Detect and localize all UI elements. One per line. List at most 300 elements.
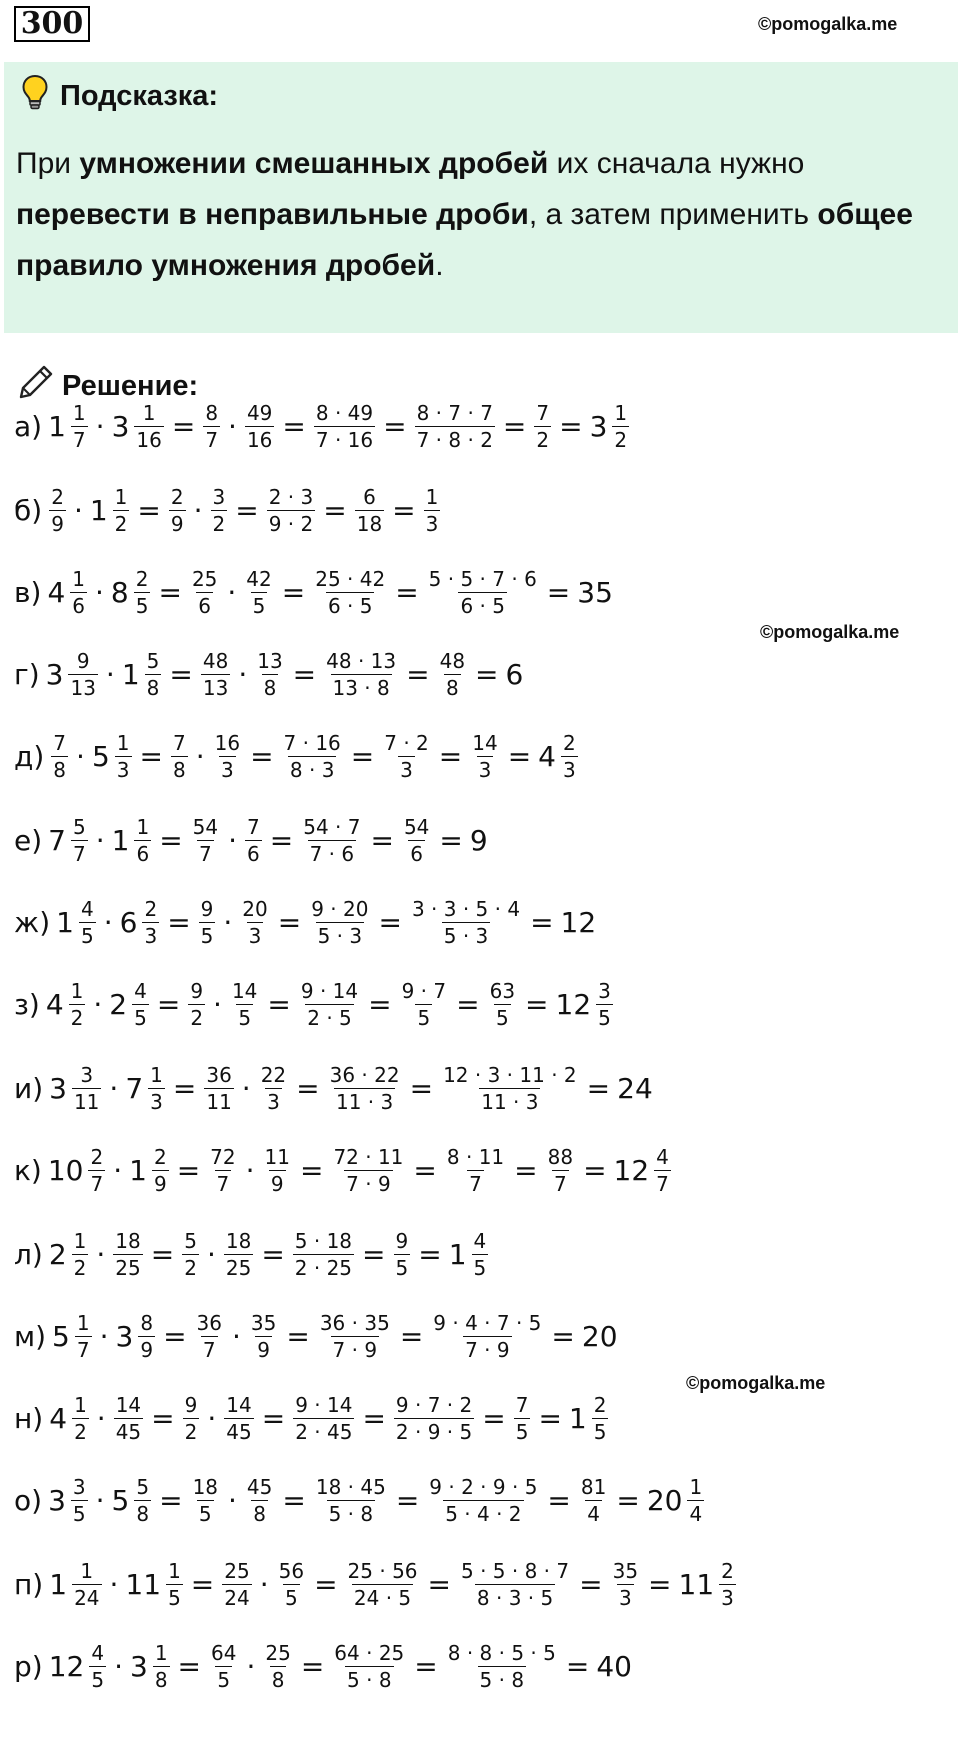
denominator: 7 · 16 — [315, 427, 374, 452]
denominator: 7 — [90, 1171, 104, 1196]
fraction — [69, 978, 86, 1031]
solution-title: Решение: — [62, 369, 199, 402]
solution-row — [14, 559, 615, 625]
numerator: 14 — [226, 1392, 252, 1417]
numerator: 49 — [246, 400, 273, 425]
fraction — [89, 1640, 106, 1693]
operator: = — [177, 1649, 202, 1683]
denominator: 6 — [247, 841, 260, 866]
denominator: 7 — [72, 427, 86, 452]
denominator: 3 — [144, 923, 158, 948]
fraction — [612, 400, 629, 453]
fraction — [654, 1144, 671, 1197]
row-label: н) — [14, 1401, 44, 1435]
row-label: а) — [14, 409, 43, 443]
numerator: 9 · 14 — [300, 978, 359, 1003]
whole-part: 1 — [56, 905, 74, 939]
fraction — [579, 1474, 608, 1527]
fraction — [514, 1392, 531, 1445]
operator: · — [73, 493, 83, 527]
denominator: 7 · 9 — [346, 1171, 391, 1196]
operator: = — [235, 493, 259, 527]
fraction — [446, 1640, 558, 1693]
fraction — [328, 1062, 402, 1115]
numerator: 9 · 14 — [295, 1392, 353, 1417]
whole-part: 5 — [52, 1319, 70, 1353]
operator: = — [482, 1401, 506, 1435]
numerator: 48 · 13 — [326, 648, 397, 673]
numerator: 36 — [196, 1310, 222, 1335]
row-label: ж) — [14, 905, 51, 939]
whole-part: 4 — [45, 987, 64, 1021]
numerator: 25 · 42 — [315, 566, 386, 591]
denominator: 24 — [224, 1585, 250, 1610]
denominator: 3 — [150, 1089, 163, 1114]
task-number: 300 — [14, 6, 90, 42]
denominator: 2 · 9 · 5 — [395, 1419, 473, 1444]
fraction — [415, 400, 495, 453]
operator: = — [507, 739, 532, 773]
numerator: 56 — [278, 1558, 305, 1583]
denominator: 3 — [563, 757, 576, 782]
fraction — [427, 566, 539, 619]
operator: = — [456, 987, 480, 1021]
solution-row — [14, 889, 598, 955]
operator: = — [427, 1567, 451, 1601]
operator: = — [314, 1567, 338, 1601]
operator: = — [475, 657, 499, 691]
fraction — [224, 1392, 253, 1445]
fraction — [71, 1474, 88, 1527]
denominator: 8 — [146, 675, 160, 700]
denominator: 8 — [53, 757, 67, 782]
denominator: 7 · 9 — [332, 1337, 378, 1362]
operator: = — [579, 1567, 603, 1601]
result-value: 6 — [505, 657, 524, 691]
fraction — [152, 1144, 169, 1197]
denominator: 18 — [356, 511, 383, 536]
denominator: 2 — [74, 1419, 87, 1444]
fraction — [331, 1144, 405, 1197]
denominator: 3 — [400, 757, 413, 782]
operator: = — [546, 575, 571, 609]
numerator: 7 — [53, 730, 67, 755]
numerator: 5 — [72, 814, 86, 839]
denominator: 7 — [205, 427, 219, 452]
whole-part: 1 — [111, 823, 130, 857]
numerator: 42 — [246, 566, 272, 591]
denominator: 7 · 9 — [465, 1337, 510, 1362]
fraction — [293, 1392, 354, 1445]
numerator: 8 · 8 · 5 · 5 — [447, 1640, 556, 1665]
numerator: 7 · 16 — [283, 730, 341, 755]
denominator: 6 — [410, 841, 424, 866]
denominator: 9 — [170, 511, 184, 536]
denominator: 5 — [217, 1667, 231, 1692]
denominator: 7 — [76, 1337, 90, 1362]
operator: = — [300, 1649, 325, 1683]
denominator: 5 · 8 — [479, 1667, 525, 1692]
operator: = — [139, 739, 163, 773]
denominator: 5 — [91, 1667, 105, 1692]
fraction — [267, 484, 316, 537]
watermark-top: ©pomogalka.me — [758, 14, 898, 34]
operator: = — [502, 409, 527, 443]
solution-row — [14, 1467, 707, 1533]
solution-row — [14, 1551, 739, 1617]
whole-part: 3 — [111, 409, 130, 443]
fraction — [183, 1392, 200, 1445]
whole-part: 6 — [119, 905, 138, 939]
fraction — [245, 1474, 274, 1527]
operator: · — [95, 823, 105, 857]
fraction — [314, 400, 375, 453]
numerator: 54 · 7 — [303, 814, 361, 839]
solution-row — [14, 393, 632, 459]
operator: = — [171, 409, 196, 443]
fraction — [546, 1144, 575, 1197]
fraction — [115, 730, 132, 783]
fraction — [245, 814, 262, 867]
numerator: 9 — [190, 978, 204, 1003]
solution-row — [14, 1137, 674, 1203]
denominator: 5 · 3 — [317, 923, 363, 948]
operator: = — [292, 657, 317, 691]
numerator: 36 — [206, 1062, 232, 1087]
fraction — [561, 730, 578, 783]
numerator: 3 — [72, 1474, 86, 1499]
operator: = — [439, 823, 463, 857]
operator: · — [95, 1483, 105, 1517]
numerator: 7 — [247, 814, 260, 839]
operator: = — [299, 1153, 324, 1187]
numerator: 8 · 11 — [446, 1144, 505, 1169]
numerator: 2 — [563, 730, 576, 755]
whole-part: 12 — [48, 1649, 85, 1683]
denominator: 16 — [246, 427, 273, 452]
numerator: 1 — [74, 1392, 87, 1417]
denominator: 5 — [395, 1255, 409, 1280]
solution-row — [14, 1385, 611, 1451]
fraction — [313, 566, 387, 619]
numerator: 8 — [140, 1310, 154, 1335]
operator: = — [418, 1237, 442, 1271]
operator: = — [267, 987, 291, 1021]
denominator: 2 — [190, 1005, 204, 1030]
denominator: 9 · 2 — [268, 511, 314, 536]
fraction — [410, 896, 522, 949]
denominator: 5 — [598, 1005, 611, 1030]
numerator: 48 — [202, 648, 229, 673]
numerator: 9 · 20 — [311, 896, 369, 921]
fraction — [332, 1640, 406, 1693]
operator: · — [193, 493, 203, 527]
whole-part: 20 — [646, 1483, 683, 1517]
numerator: 1 — [168, 1558, 181, 1583]
numerator: 16 — [214, 730, 241, 755]
denominator: 5 — [72, 1501, 86, 1526]
fraction — [113, 1228, 142, 1281]
operator: = — [261, 1401, 286, 1435]
row-label: р) — [14, 1649, 43, 1683]
denominator: 9 — [153, 1171, 167, 1196]
numerator: 2 — [593, 1392, 607, 1417]
whole-part: 7 — [125, 1071, 144, 1105]
fraction — [195, 1310, 224, 1363]
denominator: 25 — [115, 1255, 141, 1280]
fraction — [230, 978, 259, 1031]
numerator: 3 · 3 · 5 · 4 — [411, 896, 521, 921]
hint-title: Подсказка: — [60, 79, 219, 112]
operator: = — [269, 823, 294, 857]
fraction — [70, 566, 87, 619]
row-label: м) — [14, 1319, 47, 1353]
fraction — [244, 566, 273, 619]
denominator: 13 · 8 — [332, 675, 390, 700]
operator: · — [99, 1319, 109, 1353]
watermark-middle: ©pomogalka.me — [760, 622, 900, 642]
fraction — [114, 1392, 143, 1445]
numerator: 12 · 3 · 11 · 2 — [443, 1062, 577, 1087]
denominator: 5 — [284, 1585, 298, 1610]
denominator: 3 — [116, 757, 130, 782]
operator: · — [95, 575, 104, 609]
operator: · — [238, 657, 248, 691]
fraction — [134, 566, 151, 619]
numerator: 3 — [598, 978, 611, 1003]
operator: = — [362, 1237, 386, 1271]
operator: = — [538, 1401, 562, 1435]
denominator: 5 — [515, 1419, 529, 1444]
denominator: 3 — [248, 923, 262, 948]
whole-part: 4 — [47, 575, 66, 609]
whole-part: 1 — [129, 1153, 147, 1187]
fraction — [611, 1558, 640, 1611]
fraction — [324, 648, 398, 701]
denominator: 2 · 45 — [295, 1419, 353, 1444]
fraction — [188, 978, 205, 1031]
operator: = — [565, 1649, 590, 1683]
row-label: з) — [14, 987, 40, 1021]
numerator: 13 — [257, 648, 283, 673]
numerator: 2 — [153, 1144, 167, 1169]
denominator: 8 — [445, 675, 459, 700]
row-label: п) — [14, 1567, 44, 1601]
operator: = — [413, 1153, 437, 1187]
operator: = — [156, 987, 181, 1021]
row-label: л) — [14, 1237, 43, 1271]
operator: = — [409, 1071, 434, 1105]
denominator: 25 — [225, 1255, 252, 1280]
numerator: 18 — [192, 1474, 219, 1499]
denominator: 7 — [72, 841, 86, 866]
operator: · — [227, 575, 237, 609]
denominator: 6 · 5 — [327, 593, 373, 618]
fraction — [72, 1558, 101, 1611]
operator: = — [547, 1483, 571, 1517]
numerator: 5 — [136, 1474, 150, 1499]
denominator: 8 — [253, 1501, 267, 1526]
hint-box — [4, 62, 958, 333]
fraction — [211, 484, 228, 537]
numerator: 3 — [80, 1062, 94, 1087]
numerator: 14 — [115, 1392, 142, 1417]
denominator: 11 · 3 — [481, 1089, 539, 1114]
whole-part: 3 — [49, 1071, 67, 1105]
numerator: 9 · 7 · 2 — [395, 1392, 473, 1417]
whole-part: 7 — [48, 823, 66, 857]
numerator: 5 — [184, 1228, 197, 1253]
numerator: 1 — [142, 400, 156, 425]
fraction — [201, 648, 230, 701]
whole-part: 1 — [48, 409, 66, 443]
result-value: 9 — [469, 823, 488, 857]
numerator: 7 — [172, 730, 186, 755]
denominator: 3 — [425, 511, 439, 536]
denominator: 8 · 3 — [289, 757, 335, 782]
fraction — [445, 1144, 506, 1197]
whole-part: 5 — [91, 739, 110, 773]
numerator: 1 — [614, 400, 628, 425]
denominator: 5 · 8 — [347, 1667, 392, 1692]
whole-part: 2 — [109, 987, 128, 1021]
fraction — [259, 1062, 288, 1115]
operator: = — [323, 493, 347, 527]
fraction — [199, 896, 216, 949]
denominator: 6 — [198, 593, 212, 618]
operator: = — [583, 1153, 607, 1187]
denominator: 9 — [257, 1337, 270, 1362]
fraction — [134, 1474, 151, 1527]
solution-row — [14, 477, 443, 543]
numerator: 9 · 4 · 7 · 5 — [433, 1310, 542, 1335]
numerator: 14 — [231, 978, 258, 1003]
fraction — [382, 730, 431, 783]
operator: = — [648, 1567, 672, 1601]
operator: = — [514, 1153, 538, 1187]
solution-row — [14, 807, 490, 873]
fraction — [71, 400, 88, 453]
denominator: 45 — [115, 1419, 142, 1444]
fraction — [255, 648, 284, 701]
denominator: 8 — [271, 1667, 285, 1692]
fraction — [318, 1310, 392, 1363]
numerator: 4 — [473, 1228, 487, 1253]
numerator: 1 — [116, 730, 130, 755]
solution-row — [14, 641, 525, 707]
numerator: 9 · 2 · 9 · 5 — [429, 1474, 538, 1499]
denominator: 6 · 5 — [460, 593, 505, 618]
numerator: 4 — [134, 978, 147, 1003]
numerator: 4 — [656, 1144, 669, 1169]
fraction — [171, 730, 188, 783]
denominator: 24 · 5 — [353, 1585, 412, 1610]
operator: = — [137, 493, 161, 527]
operator: · — [195, 739, 205, 773]
numerator: 88 — [547, 1144, 574, 1169]
fraction — [208, 1144, 237, 1197]
denominator: 3 — [478, 757, 492, 782]
operator: = — [368, 987, 392, 1021]
numerator: 72 — [210, 1144, 236, 1169]
denominator: 16 — [136, 427, 162, 452]
operator: = — [190, 1567, 215, 1601]
fraction — [400, 978, 449, 1031]
whole-part: 1 — [448, 1237, 467, 1271]
denominator: 5 — [200, 923, 214, 948]
operator: = — [399, 1319, 424, 1353]
fraction — [301, 814, 362, 867]
fraction — [72, 1392, 89, 1445]
whole-part: 1 — [49, 1567, 68, 1601]
denominator: 8 — [154, 1667, 168, 1692]
denominator: 5 — [198, 1501, 212, 1526]
row-label: г) — [14, 657, 40, 691]
fraction — [431, 1310, 543, 1363]
result-value: 20 — [581, 1319, 618, 1353]
operator: = — [616, 1483, 640, 1517]
fraction — [113, 484, 130, 537]
fraction — [88, 1144, 105, 1197]
operator: · — [96, 1237, 106, 1271]
fraction — [346, 1558, 420, 1611]
fraction — [166, 1558, 183, 1611]
denominator: 5 — [168, 1585, 181, 1610]
denominator: 2 — [536, 427, 550, 452]
operator: = — [530, 905, 554, 939]
operator: = — [167, 905, 191, 939]
fraction — [191, 814, 220, 867]
numerator: 54 — [403, 814, 430, 839]
numerator: 1 — [425, 484, 439, 509]
numerator: 64 — [211, 1640, 237, 1665]
fraction — [75, 1310, 92, 1363]
fraction — [596, 978, 613, 1031]
numerator: 1 — [72, 400, 86, 425]
hint-text: При умножении смешанных дробей их сначала нужно перевести в неправильные дроби, а затем применить общее правило умножения дробей. — [16, 147, 913, 282]
whole-part: 12 — [613, 1153, 650, 1187]
numerator: 18 · 45 — [315, 1474, 386, 1499]
denominator: 7 — [553, 1171, 567, 1196]
operator: · — [109, 1071, 119, 1105]
numerator: 7 — [515, 1392, 529, 1417]
fraction — [282, 730, 343, 783]
numerator: 1 — [73, 1228, 87, 1253]
fraction — [314, 1474, 388, 1527]
numerator: 22 — [260, 1062, 287, 1087]
numerator: 25 · 56 — [347, 1558, 418, 1583]
operator: = — [286, 1319, 310, 1353]
numerator: 1 — [80, 1558, 94, 1583]
denominator: 5 · 3 — [443, 923, 489, 948]
result-value: 35 — [577, 575, 613, 609]
denominator: 8 — [136, 1501, 150, 1526]
operator: · — [241, 1071, 251, 1105]
operator: = — [176, 1153, 201, 1187]
operator: · — [114, 1649, 123, 1683]
numerator: 63 — [489, 978, 516, 1003]
fraction — [153, 1640, 170, 1693]
whole-part: 5 — [111, 1483, 130, 1517]
operator: = — [151, 1401, 175, 1435]
numerator: 5 — [146, 648, 160, 673]
fraction — [441, 1062, 579, 1115]
numerator: 18 — [115, 1228, 141, 1253]
denominator: 3 — [220, 757, 234, 782]
numerator: 64 · 25 — [334, 1640, 405, 1665]
fraction — [142, 896, 159, 949]
fraction — [182, 1228, 199, 1281]
